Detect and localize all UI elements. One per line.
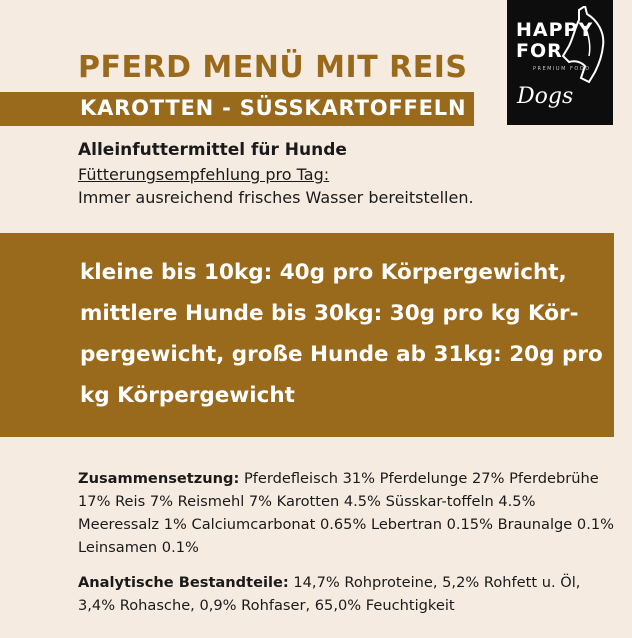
- logo-tagline: PREMIUM FOOD: [533, 66, 591, 72]
- composition-section: [78, 467, 618, 559]
- feeding-recommendation-label: Fütterungsempfehlung pro Tag:: [78, 165, 330, 184]
- analytical-label: Analytische Bestandteile:: [78, 574, 289, 591]
- composition-text: Pferdefleisch 31% Pferdelunge 27% Pferdebrühe 17% Reis 7% Reismehl 7% Karotten 4.5% Süsskar-toffeln 4.5% Meeressalz 1% Calciumcarbonat 0.65% Lebertran 0.15% Braunalge 0.1% Leinsamen 0.1%: [78, 470, 614, 556]
- brand-logo: [507, 0, 613, 125]
- analytical-text: 14,7% Rohproteine, 5,2% Rohfett u. Öl, 3,4% Rohasche, 0,9% Rohfaser, 65,0% Feuchtigkeit: [78, 574, 581, 614]
- horse-head-icon: [559, 6, 609, 86]
- logo-line-for: FOR: [516, 40, 563, 62]
- composition-label: Zusammensetzung:: [78, 470, 240, 487]
- analytical-section: [78, 571, 618, 617]
- logo-line-happy: HAPPY: [516, 19, 594, 41]
- water-note: Immer ausreichend frisches Wasser bereitstellen.: [78, 188, 474, 207]
- dosage-text: kleine bis 10kg: 40g pro Körpergewicht, mittlere Hunde bis 30kg: 30g pro kg Kör-pergewicht, große Hunde ab 31kg: 20g pro kg Körpergewicht: [80, 260, 603, 408]
- product-type-heading: Alleinfuttermittel für Hunde: [78, 140, 347, 160]
- product-title: PFERD MENÜ MIT REIS: [78, 50, 468, 85]
- product-subtitle: KAROTTEN - SÜSSKARTOFFELN: [80, 96, 467, 120]
- logo-script: Dogs: [517, 84, 574, 109]
